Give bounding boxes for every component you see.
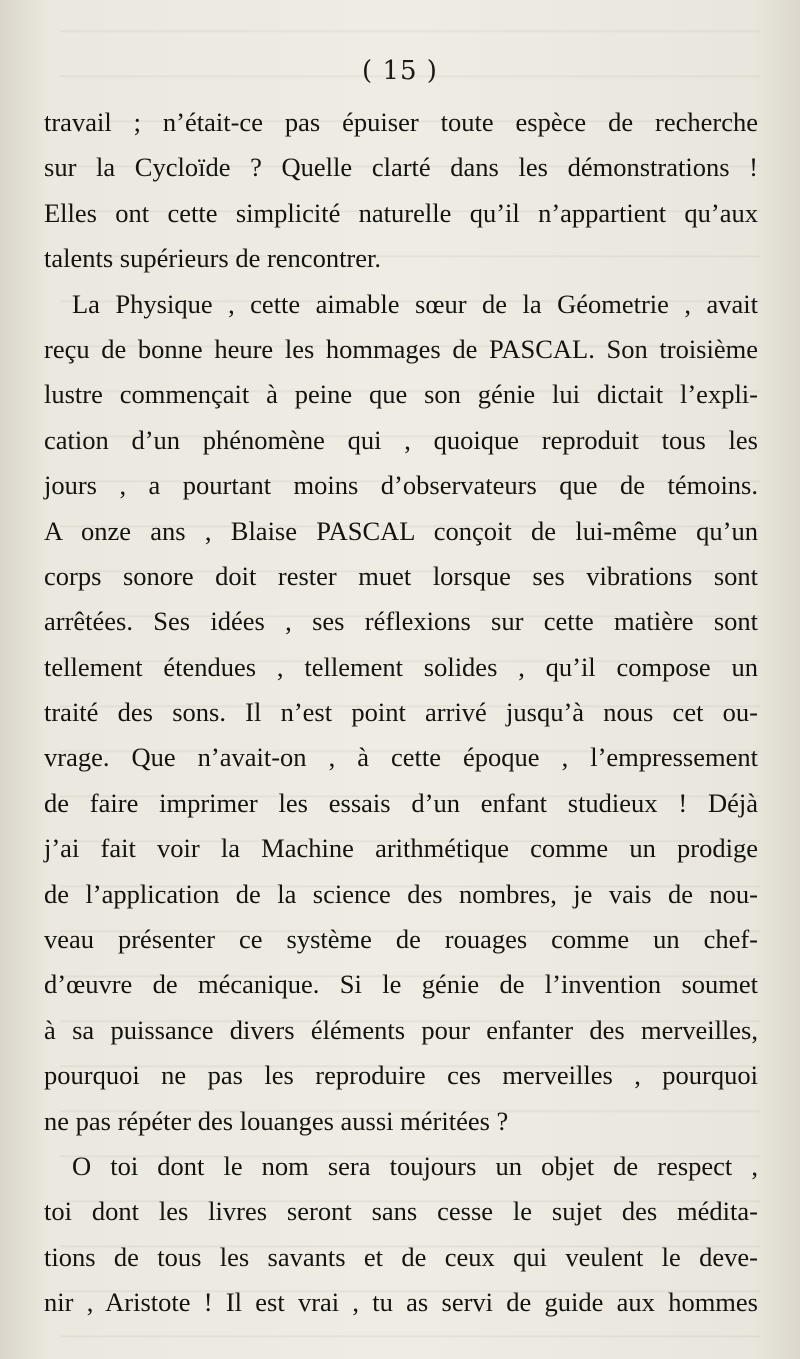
text-line: nir , Aristote ! Il est vrai , tu as servi de guide aux hommes bbox=[44, 1287, 758, 1318]
body-text bbox=[44, 100, 758, 1326]
text-line: veau présenter ce système de rouages comme un chef- bbox=[44, 924, 758, 955]
text-line: Elles ont cette simplicité naturelle qu’il n’appartient qu’aux bbox=[44, 197, 758, 228]
text-line: tions de tous les savants et de ceux qui veulent le deve- bbox=[44, 1241, 758, 1272]
text-line: arrêtées. Ses idées , ses réflexions sur cette matière sont bbox=[44, 606, 758, 637]
text-line: cation d’un phénomène qui , quoique reproduit tous les bbox=[44, 424, 758, 455]
text-line: j’ai fait voir la Machine arithmétique comme un prodige bbox=[44, 833, 758, 864]
page-number: ( 15 ) bbox=[362, 56, 438, 86]
text-line: A onze ans , Blaise PASCAL conçoit de lui-même qu’un bbox=[44, 515, 758, 546]
text-line: de l’application de la science des nombres, je vais de nou- bbox=[44, 878, 758, 909]
text-line: lustre commençait à peine que son génie lui dictait l’expli- bbox=[44, 379, 758, 410]
text-line: sur la Cycloïde ? Quelle clarté dans les démonstrations ! bbox=[44, 152, 758, 183]
text-line: ne pas répéter des louanges aussi méritées ? bbox=[44, 1105, 509, 1136]
text-line: tellement étendues , tellement solides , qu’il compose un bbox=[44, 651, 758, 682]
text-line: jours , a pourtant moins d’observateurs que de témoins. bbox=[44, 470, 758, 501]
text-line: toi dont les livres seront sans cesse le sujet des médita- bbox=[44, 1196, 758, 1227]
text-line: reçu de bonne heure les hommages de PASCAL. Son troisième bbox=[44, 333, 758, 364]
text-line: à sa puissance divers éléments pour enfanter des merveilles, bbox=[44, 1014, 758, 1045]
text-line: travail ; n’était-ce pas épuiser toute espèce de recherche bbox=[44, 107, 758, 137]
text-line: corps sonore doit rester muet lorsque ses vibrations sont bbox=[44, 560, 758, 591]
text-line: d’œuvre de mécanique. Si le génie de l’invention soumet bbox=[44, 969, 758, 1000]
text-line: vrage. Que n’avait-on , à cette époque , l’empressement bbox=[44, 742, 758, 773]
text-line: O toi dont le nom sera toujours un objet de respect , bbox=[72, 1150, 758, 1181]
text-line: La Physique , cette aimable sœur de la Géometrie , avait bbox=[72, 288, 758, 319]
text-line: traité des sons. Il n’est point arrivé jusqu’à nous cet ou- bbox=[44, 697, 758, 728]
text-line: de faire imprimer les essais d’un enfant studieux ! Déjà bbox=[44, 787, 758, 818]
text-line: talents supérieurs de rencontrer. bbox=[44, 243, 382, 274]
text-line: pourquoi ne pas les reproduire ces merveilles , pourquoi bbox=[44, 1060, 758, 1091]
